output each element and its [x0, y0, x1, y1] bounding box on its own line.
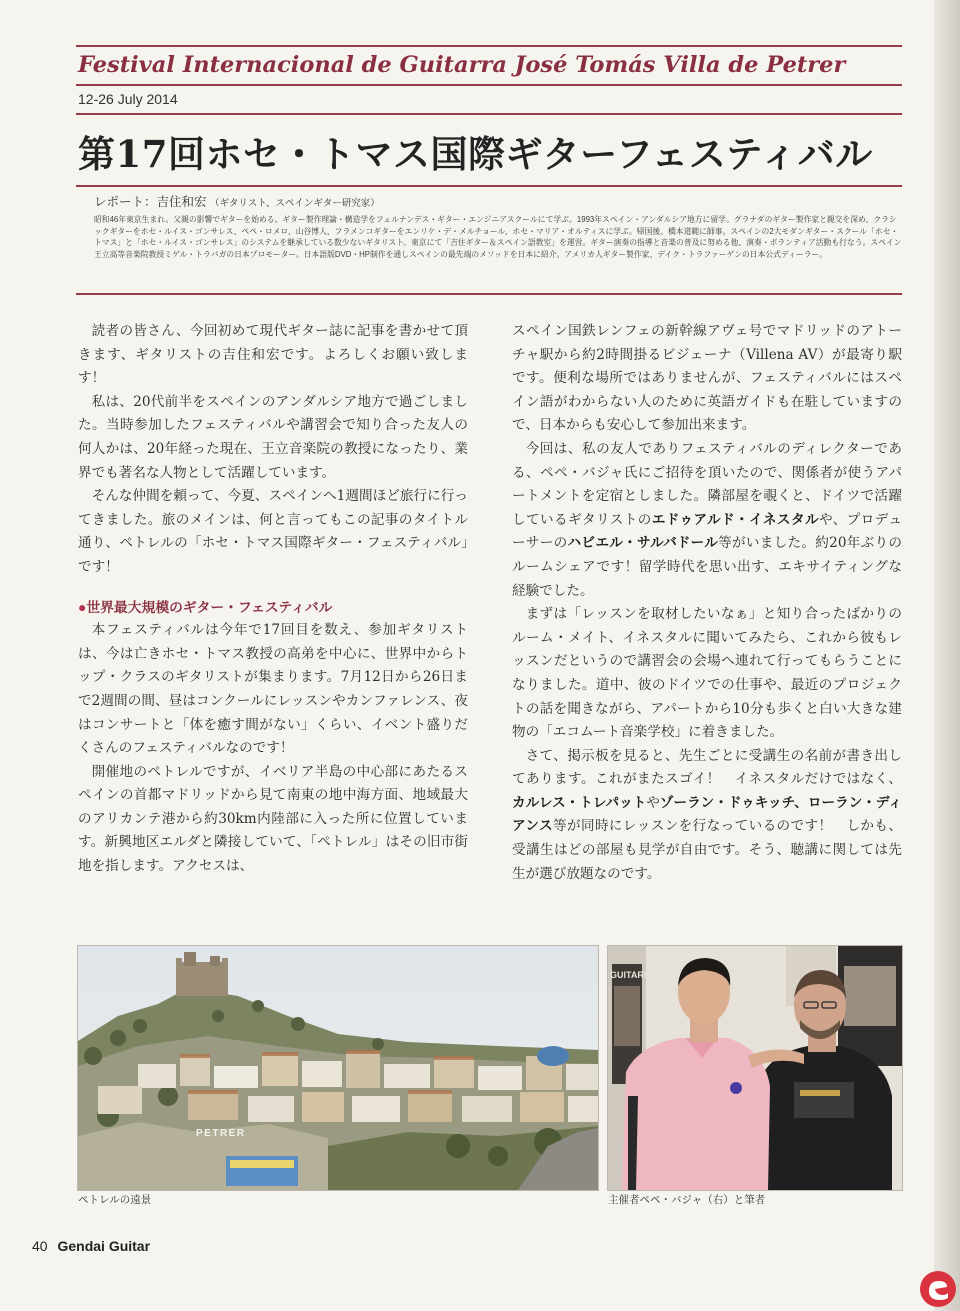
article-title: 第17回ホセ・トマス国際ギターフェスティバル [78, 132, 873, 176]
author-bio: 昭和46年東京生まれ。父親の影響でギターを始める。ギター製作理論・構造学をフェルナンデス・ギター・エンジニアスクールにて学ぶ。1993年スペイン・アンダルシア地方に留学。グラナダのギター製作家と親交を深め、クラシックギターをホセ・ルイス・ゴンサレス、ペペ・ロメロ、山谷博人、フラメンコギターをエンリケ・デ・メルチョール、ホセ・マリア・オルティスに学ぶ。帰国後、橋本道範に師事。スペインの2大モダンギター・スクール「ホセ・トマス」と「ホセ・ルイス・ゴンサレス」のシステムを継承している数少ないギタリスト。東京にて「吉住ギター＆スペイン語教室」を運営。ギター演奏の指導と音楽の普及に努める他、演奏・ボランティア活動も行なう。スペイン王立高等音楽院教授ミゲル・トラパガの日本プロモーター。日本語版DVD・HP制作を通しスペインの最先端のメソッドを日本に紹介。アメリカ人ギター製作家、デイク・トラファーゲンの日本公式ディーラー。 [94, 215, 902, 260]
bio-bottom-rule [76, 293, 902, 295]
two-people-illustration [608, 946, 902, 1190]
petrer-town-photo [77, 945, 599, 1191]
article-column-right [512, 320, 902, 886]
photo-caption-petrer: ペトレルの遠景 [78, 1194, 152, 1206]
paragraph [512, 438, 902, 603]
photo-caption-organizer: 主催者ペペ・バジャ（右）と筆者 [608, 1194, 766, 1206]
section-heading-text: 世界最大規模のギター・フェスティバル [86, 599, 333, 615]
paragraph: 読者の皆さん、今回初めて現代ギター誌に記事を書かせて頂きます、ギタリストの吉住和宏です。よろしくお願い致します！ [78, 323, 468, 387]
corner-logo-icon [916, 1267, 956, 1307]
person-name: エドゥアルド・イネスタル [651, 511, 819, 528]
petrer-hillside-sign: PETRER [196, 1128, 246, 1139]
author-profession: （ギタリスト、スペインギター研究家） [210, 198, 380, 209]
title-bottom-rule [76, 185, 902, 187]
author-line [94, 192, 380, 210]
text-run: や、プロデューサーの [512, 511, 902, 552]
paragraph: 開催地のペトレルですが、イベリア半島の中心部にあたるスペインの首都マドリッドから見て南東の地中海方面、地域最大のアリカンテ港から約30km内陸部に入った所に位置しています。新興地区エルダと隣接していて、「ペトレル」はその旧市街地を指します。アクセスは、 [78, 763, 468, 875]
page-edge-shadow [934, 0, 960, 1311]
person-name: ハビエル・サルバドール [567, 535, 719, 552]
text-run: 等がいました。約20年ぶりのルームシェアです！留学時代を思い出す、エキサイティングな経験でした。 [512, 535, 903, 599]
text-run: さて、掲示板を見ると、先生ごとに受講生の名前が書き出してあります。これがまたスゴイ！ イネスタルだけではなく、 [512, 747, 902, 788]
petrer-landscape-illustration [78, 946, 598, 1190]
paragraph: 本フェスティバルは今年で17回目を数え、参加ギタリストは、今は亡きホセ・トマス教授の高弟を中心に、世界中からトップ・クラスのギタリストが集まります。7月12日から26日まで2週間の間、昼はコンクールにレッスンやカンファレンス、夜はコンサートと「体を癒す間がない」くらい、イベント盛りだくさんのフェスティバルなのです！ [78, 622, 468, 757]
paragraph: そんな仲間を頼って、今夏、スペインへ1週間ほど旅行に行ってきました。旅のメインは、何と言ってもこの記事のタイトル通り、ペトレルの「ホセ・トマス国際ギター・フェスティバル」です！ [78, 488, 468, 575]
title-top-rule [76, 113, 902, 115]
person-name: ゾーラン・ドゥキッチ、ローラン・ディアンス [512, 794, 902, 835]
organizer-author-photo [607, 945, 903, 1191]
person-name: カルレス・トレパット [512, 794, 647, 811]
festival-title: Festival Internacional de Guitarra José Tomás Villa de Petrer [78, 52, 846, 78]
paragraph [512, 745, 902, 887]
header-top-rule [76, 45, 902, 47]
author-label: レポート：吉住和宏 [94, 195, 207, 209]
section-heading [78, 596, 468, 620]
paragraph: まずは「レッスンを取材したいなぁ」と知り合ったばかりのルーム・メイト、イネスタルに聞いてみたら、これから彼もレッスンだというので講習会の会場へ連れて行ってもらうことになりました。道中、彼のドイツでの仕事や、最近のプロジェクトの話を聞きながら、アパートから10分も歩くと白い大きな建物の「エコムート音楽学校」に着きました。 [512, 606, 902, 741]
page-number: 40 [32, 1238, 48, 1254]
text-run: 等が同時にレッスンを行なっているのです！ しかも、受講生はどの部屋も見学が自由です。そう、聴講に関しては先生が選び放題なのです。 [512, 818, 902, 882]
header-mid-rule [76, 84, 902, 86]
bullet-dot-icon: ● [78, 599, 87, 615]
wall-poster-text: GUITARRA [610, 970, 657, 980]
paragraph: スペイン国鉄レンフェの新幹線アヴェ号でマドリッドのアトーチャ駅から約2時間掛るビジェーナ（Villena AV）が最寄り駅です。便利な場所ではありませんが、フェスティバルにはスペイン語がわからない人のために英語ガイドも在駐していますので、日本からも安心して参加出来ます。 [512, 323, 902, 434]
festival-dates: 12-26 July 2014 [78, 91, 178, 107]
paragraph: 私は、20代前半をスペインのアンダルシア地方で過ごしました。当時参加したフェスティバルや講習会で知り合った友人の何人かは、20年経った現在、王立音楽院の教授になったり、業界でも著名な人物として活躍しています。 [78, 393, 468, 481]
text-run: や [646, 794, 660, 811]
page-footer [32, 1238, 150, 1254]
article-column-left [78, 320, 468, 879]
text-run: 今回は、私の友人でありフェスティバルのディレクターである、ペペ・バジャ氏にご招待を頂いたので、関係者が使うアパートメントを定宿としました。隣部屋を覗くと、ドイツで活躍しているギタリストの [512, 440, 902, 528]
magazine-name: Gendai Guitar [57, 1238, 151, 1254]
